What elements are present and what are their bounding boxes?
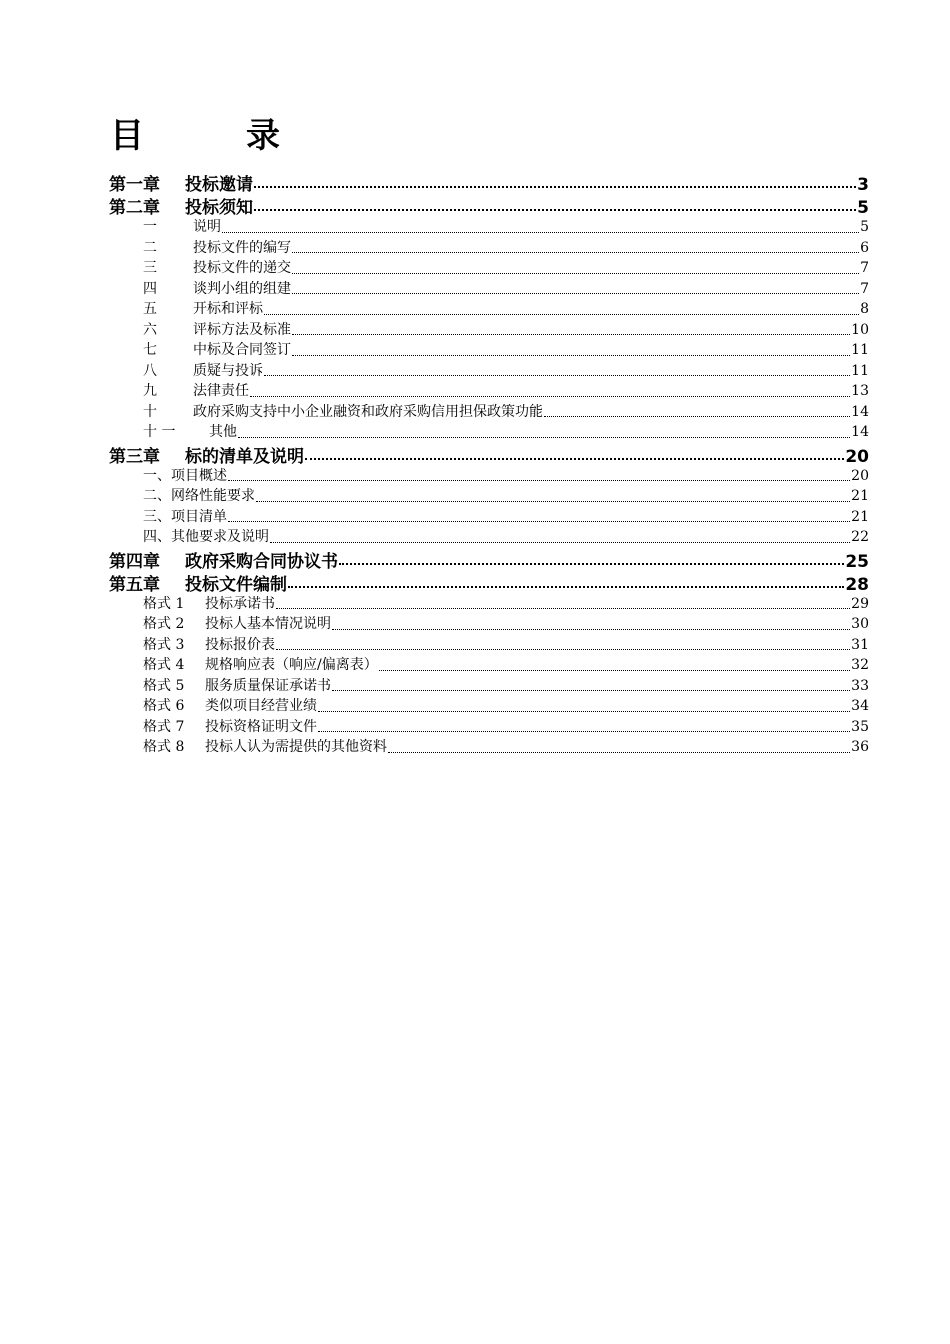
- toc-entry-title: 开标和评标: [193, 301, 263, 317]
- toc-entry-title: 投标人认为需提供的其他资料: [205, 739, 387, 755]
- toc-page-number: 21: [851, 488, 869, 504]
- toc-page-number: 7: [860, 280, 869, 297]
- toc-page-number: 13: [851, 383, 869, 399]
- toc-dot-leader: [256, 501, 850, 502]
- toc-entry-number: 格式 4: [143, 657, 185, 673]
- toc-entry-title: 二、网络性能要求: [143, 488, 255, 504]
- toc-entry-title: 三、项目清单: [143, 508, 227, 525]
- toc-entry-title: 投标报价表: [205, 636, 275, 653]
- toc-page-number: 11: [851, 342, 869, 358]
- toc-dot-leader: [276, 608, 850, 609]
- toc-entry-title: 投标文件的编写: [193, 239, 291, 256]
- toc-section-entry[interactable]: [109, 257, 869, 278]
- toc-page-number: 29: [851, 595, 869, 612]
- toc-entry-number: 格式 7: [143, 718, 185, 735]
- toc-section-entry[interactable]: [109, 613, 869, 634]
- toc-entry-number: 第四章: [109, 551, 160, 572]
- toc-section-entry[interactable]: [109, 695, 869, 716]
- toc-section-entry[interactable]: [109, 319, 869, 340]
- toc-entry-number: 九: [143, 383, 157, 399]
- toc-entry-title: 标的清单及说明: [185, 446, 304, 467]
- toc-entry-number: 二: [143, 239, 157, 256]
- toc-entry-number: 第二章: [109, 198, 160, 218]
- toc-entry-title: 类似项目经营业绩: [205, 698, 317, 714]
- toc-dot-leader: [292, 273, 859, 274]
- toc-page-number: 20: [851, 467, 869, 484]
- toc-entry-title: 四、其他要求及说明: [143, 529, 269, 545]
- toc-entry-number: 格式 5: [143, 677, 185, 694]
- toc-chapter-entry[interactable]: [109, 547, 869, 570]
- toc-section-entry[interactable]: [109, 421, 869, 442]
- toc-entry-number: 格式 3: [143, 636, 185, 653]
- toc-entry-title: 投标须知: [185, 198, 253, 218]
- toc-section-entry[interactable]: [109, 298, 869, 319]
- toc-dot-leader: [250, 396, 850, 397]
- toc-chapter-entry[interactable]: [109, 442, 869, 465]
- toc-entry-title: 一、项目概述: [143, 467, 227, 484]
- toc-entry-number: 格式 1: [143, 595, 185, 612]
- toc-chapter-entry[interactable]: [109, 170, 869, 193]
- toc-entry-title: 投标资格证明文件: [205, 718, 317, 735]
- toc-entry-number: 一: [143, 219, 157, 235]
- toc-dot-leader: [264, 314, 859, 315]
- toc-page-number: 21: [851, 508, 869, 525]
- toc-entry-title: 投标文件编制: [185, 574, 287, 595]
- toc-dot-leader: [264, 375, 850, 376]
- toc-entry-title: 说明: [193, 219, 221, 235]
- toc-page-number: 3: [857, 175, 869, 195]
- toc-dot-leader: [318, 731, 850, 732]
- toc-entry-title: 投标人基本情况说明: [205, 616, 331, 632]
- toc-entry-title: 质疑与投诉: [193, 362, 263, 379]
- toc-dot-leader: [228, 521, 850, 522]
- toc-page-number: 36: [851, 739, 869, 755]
- toc-section-entry[interactable]: [109, 654, 869, 675]
- toc-section-entry[interactable]: [109, 339, 869, 360]
- toc-entry-number: 十: [143, 403, 157, 420]
- toc-entry-number: 七: [143, 342, 157, 358]
- toc-dot-leader: [254, 186, 856, 188]
- toc-section-entry[interactable]: [109, 634, 869, 655]
- toc-dot-leader: [305, 458, 844, 460]
- toc-dot-leader: [318, 711, 850, 712]
- toc-page-number: 7: [860, 260, 869, 276]
- toc-page-number: 35: [851, 718, 869, 735]
- toc-section-entry[interactable]: [109, 593, 869, 614]
- toc-page-number: 14: [851, 424, 869, 440]
- toc-entry-number: 六: [143, 321, 157, 338]
- toc-dot-leader: [339, 563, 844, 565]
- toc-dot-leader: [292, 355, 850, 356]
- toc-entry-number: 八: [143, 362, 157, 379]
- toc-entry-number: 格式 2: [143, 616, 185, 632]
- toc-entry-title: 政府采购支持中小企业融资和政府采购信用担保政策功能: [193, 403, 543, 420]
- toc-chapter-entry[interactable]: [109, 193, 869, 216]
- toc-section-entry[interactable]: [109, 736, 869, 757]
- toc-page-number: 14: [851, 403, 869, 420]
- toc-entry-number: 三: [143, 260, 157, 276]
- toc-section-entry[interactable]: [109, 506, 869, 527]
- toc-dot-leader: [332, 690, 850, 691]
- toc-dot-leader: [222, 232, 859, 233]
- toc-dot-leader: [276, 649, 850, 650]
- toc-entry-number: 格式 8: [143, 739, 185, 755]
- toc-section-entry[interactable]: [109, 237, 869, 258]
- toc-section-entry[interactable]: [109, 380, 869, 401]
- toc-dot-leader: [288, 586, 844, 588]
- toc-page-number: 22: [851, 529, 869, 545]
- toc-section-entry[interactable]: [109, 465, 869, 486]
- toc-dot-leader: [228, 480, 850, 481]
- toc-entry-title: 规格响应表（响应/偏离表）: [205, 657, 378, 673]
- toc-dot-leader: [379, 670, 850, 671]
- toc-entry-number: 第三章: [109, 446, 160, 467]
- toc-page-number: 30: [851, 616, 869, 632]
- toc-entry-title: 法律责任: [193, 383, 249, 399]
- toc-section-entry[interactable]: [109, 485, 869, 506]
- toc-entry-number: 第一章: [109, 175, 160, 195]
- toc-title: 目 录: [110, 116, 280, 156]
- toc-dot-leader: [254, 209, 856, 211]
- toc-section-entry[interactable]: [109, 526, 869, 547]
- toc-entry-title: 投标邀请: [185, 175, 253, 195]
- toc-page-number: 28: [845, 574, 869, 595]
- toc-page-number: 5: [860, 219, 869, 235]
- toc-section-entry[interactable]: [109, 216, 869, 237]
- toc-entry-title: 评标方法及标准: [193, 321, 291, 338]
- toc-page-number: 32: [851, 657, 869, 673]
- toc-section-entry[interactable]: [109, 278, 869, 299]
- toc-dot-leader: [238, 437, 850, 438]
- toc-entry-title: 投标文件的递交: [193, 260, 291, 276]
- toc-page-number: 25: [845, 551, 869, 572]
- toc-entry-number: 五: [143, 301, 157, 317]
- toc-dot-leader: [332, 629, 850, 630]
- toc-dot-leader: [388, 752, 850, 753]
- toc-page-number: 20: [845, 446, 869, 467]
- toc-section-entry[interactable]: [109, 360, 869, 381]
- toc-dot-leader: [292, 334, 850, 335]
- toc-entry-title: 其他: [209, 424, 237, 440]
- toc-page-number: 33: [851, 677, 869, 694]
- toc-entry-title: 谈判小组的组建: [193, 280, 291, 297]
- toc-entry-number: 第五章: [109, 574, 160, 595]
- toc-page-number: 31: [851, 636, 869, 653]
- toc-dot-leader: [292, 293, 859, 294]
- toc-entry-title: 服务质量保证承诺书: [205, 677, 331, 694]
- toc-section-entry[interactable]: [109, 401, 869, 422]
- toc-entry-title: 政府采购合同协议书: [185, 551, 338, 572]
- toc-dot-leader: [270, 542, 850, 543]
- toc-section-entry[interactable]: [109, 716, 869, 737]
- toc-entry-title: 投标承诺书: [205, 595, 275, 612]
- toc-page-number: 34: [851, 698, 869, 714]
- toc-page-number: 10: [851, 321, 869, 338]
- toc-entry-number: 格式 6: [143, 698, 185, 714]
- toc-dot-leader: [292, 252, 859, 253]
- toc-entry-title: 中标及合同签订: [193, 342, 291, 358]
- toc-chapter-entry[interactable]: [109, 570, 869, 593]
- toc-page-number: 5: [857, 198, 869, 218]
- table-of-contents: [109, 170, 869, 757]
- toc-dot-leader: [544, 416, 850, 417]
- toc-page-number: 8: [860, 301, 869, 317]
- toc-page-number: 6: [860, 239, 869, 256]
- toc-section-entry[interactable]: [109, 675, 869, 696]
- toc-entry-number: 四: [143, 280, 157, 297]
- toc-page-number: 11: [851, 362, 869, 379]
- toc-entry-number: 十 一: [143, 424, 176, 440]
